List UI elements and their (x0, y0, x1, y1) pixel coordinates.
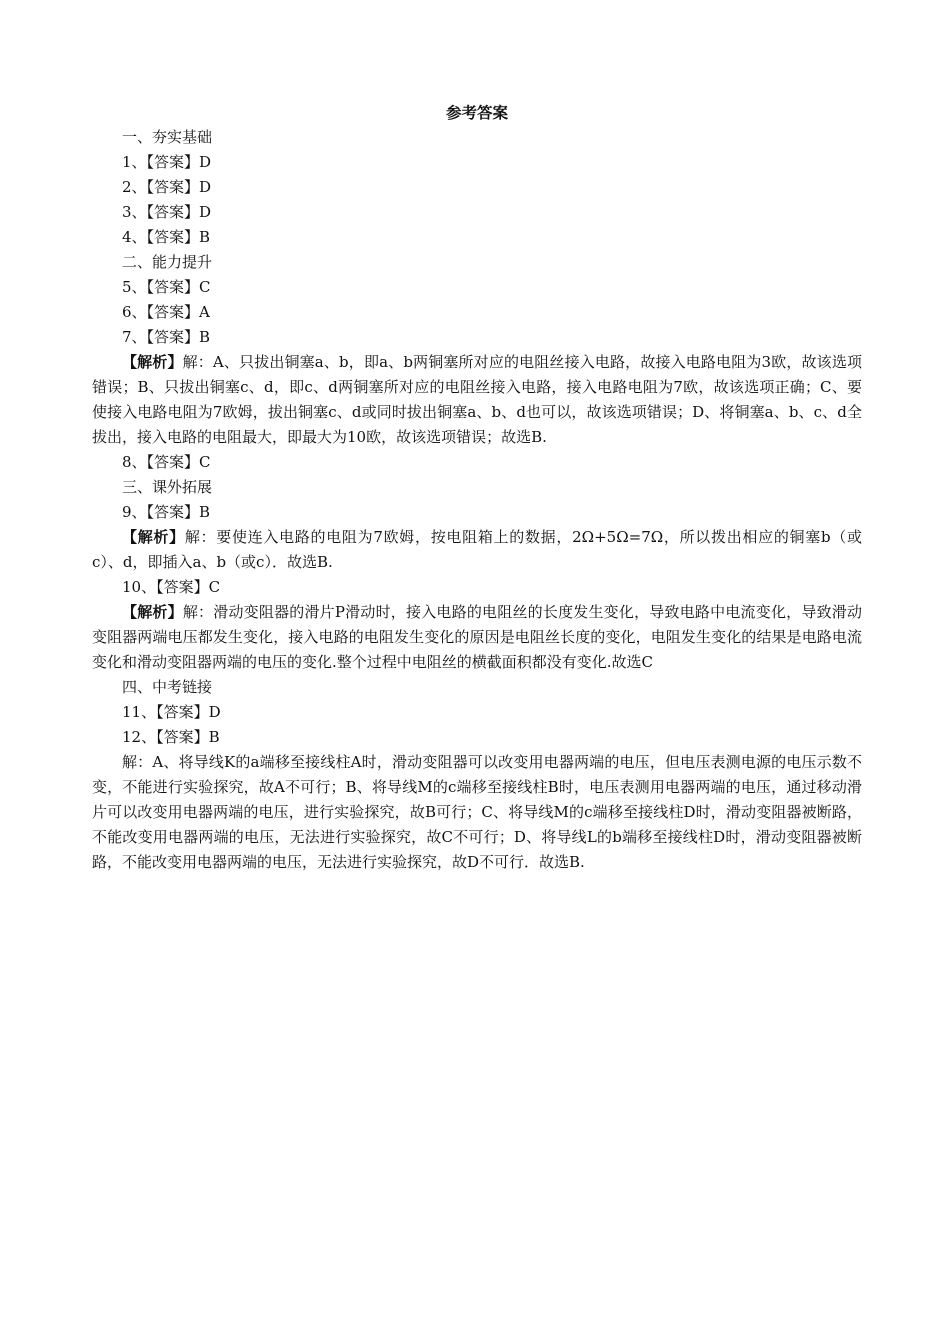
answer-line: 三、课外拓展 (122, 478, 213, 496)
answer-line: 11、【答案】D (122, 703, 221, 721)
answer-line: 9、【答案】B (122, 503, 211, 521)
answer-line: 3、【答案】D (122, 203, 212, 221)
analysis-paragraph (92, 350, 862, 450)
analysis-text: 解：滑动变阻器的滑片P滑动时，接入电路的电阻丝的长度发生变化，导致电路中电流变化，导致滑动变阻器两端电压都发生变化，接入电路的电阻发生变化的原因是电阻丝长度的变化，电阻发生变化的结果是电路电流变化和滑动变阻器两端的电压的变化.整个过程中电阻丝的横截面积都没有变化.故选C (92, 603, 862, 671)
answer-line: 一、夯实基础 (122, 128, 213, 146)
answer-line: 二、能力提升 (122, 253, 213, 271)
analysis-label: 【解析】 (122, 603, 183, 621)
answer-line: 2、【答案】D (122, 178, 212, 196)
answer-line: 4、【答案】B (122, 228, 211, 246)
analysis-text: 解：A、将导线K的a端移至接线柱A时，滑动变阻器可以改变用电器两端的电压，但电压表测电源的电压示数不变，不能进行实验探究，故A不可行；B、将导线M的c端移至接线柱B时，电压表测用电器两端的电压，通过移动滑片可以改变用电器两端的电压，进行实验探究，故B可行；C、将导线M的c端移至接线柱D时，滑动变阻器被断路，不能改变用电器两端的电压，无法进行实验探究，故C不可行；D、将导线L的b端移至接线柱D时，滑动变阻器被断路，不能改变用电器两端的电压，无法进行实验探究，故D不可行．故选B. (92, 753, 862, 871)
answer-list (92, 125, 862, 875)
answer-line: 6、【答案】A (122, 303, 210, 321)
analysis-text: 解：A、只拔出铜塞a、b，即a、b两铜塞所对应的电阻丝接入电路，故接入电路电阻为3欧，故该选项错误；B、只拔出铜塞c、d，即c、d两铜塞所对应的电阻丝接入电路，接入电路电阻为7欧，故该选项正确；C、要使接入电路电阻为7欧姆，拔出铜塞c、d或同时拔出铜塞a、b、d也可以，故该选项错误；D、将铜塞a、b、c、d全拔出，接入电路的电阻最大，即最大为10欧，故该选项错误；故选B. (92, 353, 862, 446)
answer-line: 5、【答案】C (122, 278, 211, 296)
page-title: 参考答案 (445, 103, 508, 122)
answer-line: 四、中考链接 (122, 678, 213, 696)
analysis-paragraph (92, 525, 862, 575)
analysis-paragraph (92, 750, 862, 875)
analysis-paragraph (92, 600, 862, 675)
document-page (92, 100, 862, 875)
analysis-text: 解：要使连入电路的电阻为7欧姆，按电阻箱上的数据，2Ω+5Ω=7Ω，所以拨出相应的铜塞b（或c）、d，即插入a、b（或c）．故选B. (92, 528, 862, 571)
analysis-label: 【解析】 (122, 353, 183, 371)
answer-line: 12、【答案】B (122, 728, 220, 746)
answer-line: 8、【答案】C (122, 453, 211, 471)
analysis-label: 【解析】 (122, 528, 185, 546)
answer-line: 1、【答案】D (122, 153, 212, 171)
answer-line: 7、【答案】B (122, 328, 211, 346)
answer-line: 10、【答案】C (122, 578, 221, 596)
